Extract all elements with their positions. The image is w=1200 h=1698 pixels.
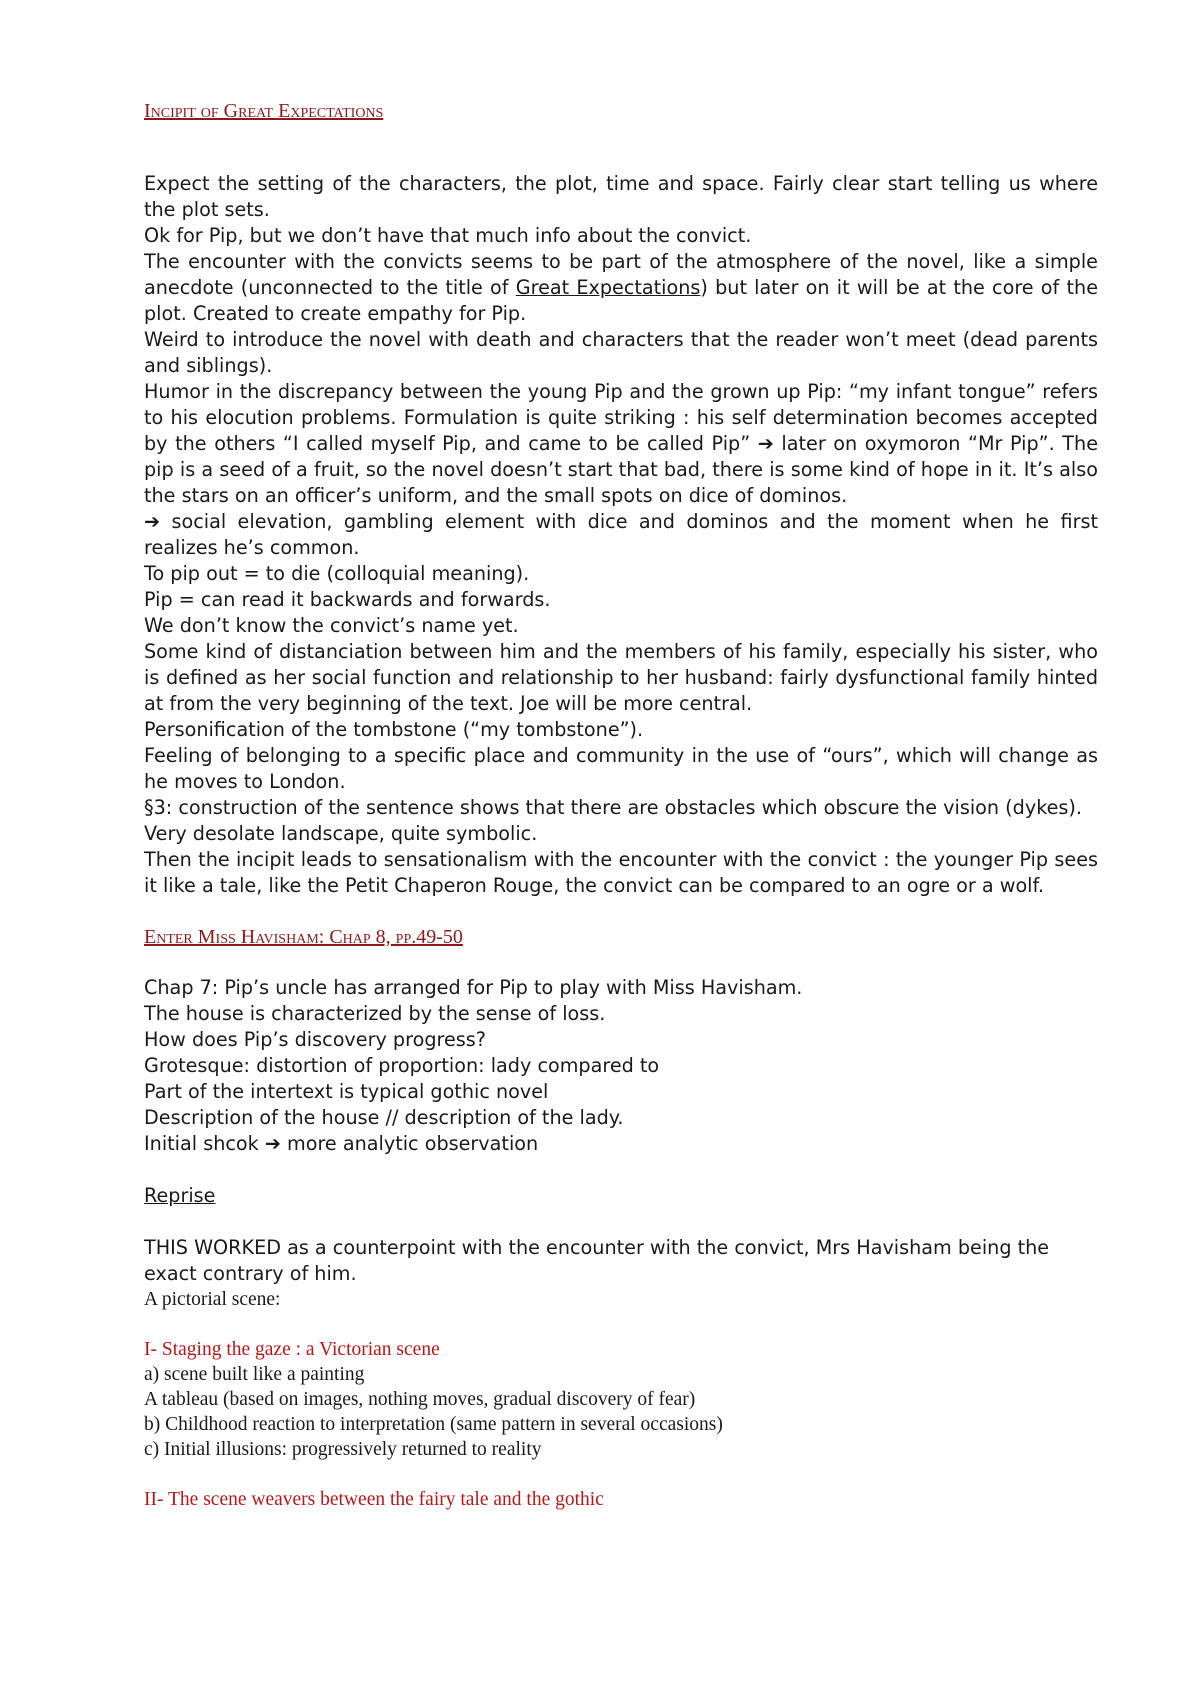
section-title: I- Staging the gaze : a Victorian scene: [144, 1339, 440, 1360]
note-line: Part of the intertext is typical gothic novel: [144, 1080, 549, 1103]
note-line: Chap 7: Pip’s uncle has arranged for Pip to play with Miss Havisham.: [144, 976, 803, 999]
note-paragraph: The encounter with the convicts seems to be part of the atmosphere of the novel, like a simple anecdote (unconnected to the title of Great Expectations) but later on it will be at the core of the plot. Created to create empathy for Pip.: [144, 250, 1098, 325]
note-paragraph: ➔ social elevation, gambling element with dice and dominos and the moment when he first realizes he’s common.: [144, 510, 1098, 559]
note-paragraph: Ok for Pip, but we don’t have that much info about the convict.: [144, 224, 752, 247]
section-staging-gaze: [144, 1337, 1098, 1462]
note-paragraph: Weird to introduce the novel with death and characters that the reader won’t meet (dead parents and siblings).: [144, 328, 1098, 377]
arrow-icon: ➔: [757, 432, 774, 455]
heading-miss-havisham: Enter Miss Havisham: Chap 8, pp.49-50: [144, 926, 463, 948]
book-title: Great Expectations: [515, 276, 701, 299]
reprise-heading: Reprise: [144, 1184, 216, 1207]
note-paragraph: Feeling of belonging to a specific place and community in the use of “ours”, which will change as he moves to London.: [144, 744, 1098, 793]
havisham-notes: [144, 975, 1098, 1157]
section-item: a) scene built like a painting: [144, 1364, 365, 1385]
note-paragraph: To pip out = to die (colloquial meaning).: [144, 562, 530, 585]
note-line: Description of the house // description of the lady.: [144, 1106, 624, 1129]
heading-incipit: Incipit of Great Expectations: [144, 100, 384, 122]
note-line: Initial shcok ➔ more analytic observation: [144, 1132, 539, 1155]
note-paragraph: We don’t know the convict’s name yet.: [144, 614, 519, 637]
section-item: c) Initial illusions: progressively returned to reality: [144, 1439, 542, 1460]
note-paragraph: §3: construction of the sentence shows that there are obstacles which obscure the vision (dykes).: [144, 796, 1083, 819]
note-line: The house is characterized by the sense of loss.: [144, 1002, 606, 1025]
arrow-icon: ➔: [264, 1132, 281, 1155]
note-paragraph: Personification of the tombstone (“my tombstone”).: [144, 718, 644, 741]
note-paragraph: Some kind of distanciation between him and the members of his family, especially his sister, who is defined as her social function and relationship to her husband: fairly dysfunctional family hinted at from the very beginning of the text. Joe will be more central.: [144, 640, 1098, 715]
note-line: How does Pip’s discovery progress?: [144, 1028, 486, 1051]
section-item: b) Childhood reaction to interpretation (same pattern in several occasions): [144, 1414, 723, 1435]
note-paragraph: Expect the setting of the characters, the plot, time and space. Fairly clear start telling us where the plot sets.: [144, 172, 1098, 221]
reprise-notes: [144, 1235, 1098, 1312]
section-title: II- The scene weavers between the fairy tale and the gothic: [144, 1489, 604, 1510]
note-paragraph: Very desolate landscape, quite symbolic.: [144, 822, 538, 845]
incipit-notes: [144, 171, 1098, 899]
note-line: THIS WORKED as a counterpoint with the encounter with the convict, Mrs Havisham being the exact contrary of him.: [144, 1236, 1050, 1285]
note-line: A pictorial scene:: [144, 1289, 281, 1310]
arrow-icon: ➔: [144, 510, 161, 533]
section-item: A tableau (based on images, nothing moves, gradual discovery of fear): [144, 1389, 696, 1410]
note-line: Grotesque: distortion of proportion: lady compared to: [144, 1054, 660, 1077]
document-page: [144, 98, 1098, 1512]
section-fairy-tale-gothic: [144, 1487, 1098, 1512]
note-paragraph: Pip = can read it backwards and forwards.: [144, 588, 551, 611]
note-paragraph: Humor in the discrepancy between the young Pip and the grown up Pip: “my infant tongue” refers to his elocution problems. Formulation is quite striking : his self determination becomes accepted by the others “I called myself Pip, and came to be called Pip” ➔ later on oxymoron “Mr Pip”. The pip is a seed of a fruit, so the novel doesn’t start that bad, there is some kind of hope in it. It’s also the stars on an officer’s uniform, and the small spots on dice of dominos.: [144, 380, 1098, 507]
note-paragraph: Then the incipit leads to sensationalism with the encounter with the convict : the younger Pip sees it like a tale, like the Petit Chaperon Rouge, the convict can be compared to an ogre or a wolf.: [144, 848, 1098, 897]
